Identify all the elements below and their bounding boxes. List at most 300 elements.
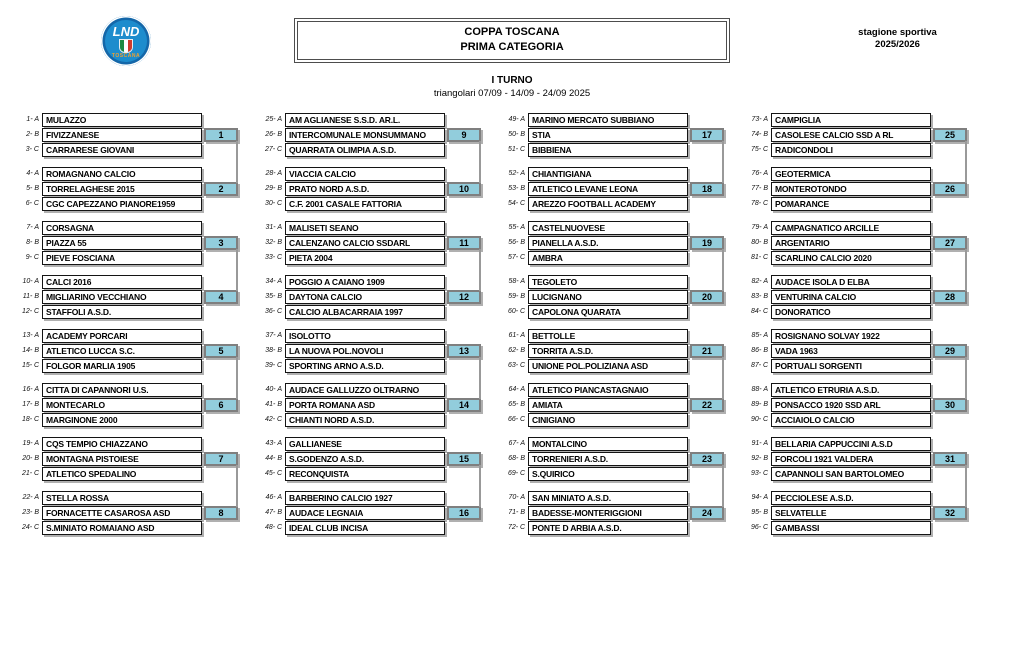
team-row <box>265 521 481 535</box>
team-name-box: C.F. 2001 CASALE FATTORIA <box>285 197 445 211</box>
team-position-label: 42- C <box>265 416 283 423</box>
team-name-box: GAMBASSI <box>771 521 931 535</box>
team-row <box>265 167 481 181</box>
group-pair <box>751 113 967 211</box>
group-21 <box>508 329 724 373</box>
team-row <box>265 344 481 358</box>
team-row <box>751 197 967 211</box>
team-row <box>22 329 238 343</box>
team-row <box>22 275 238 289</box>
team-name-box: STIA <box>528 128 688 142</box>
team-position-label: 79- A <box>751 224 768 231</box>
team-name-box: INTERCOMUNALE MONSUMMANO <box>285 128 445 142</box>
team-name-box: AMIATA <box>528 398 688 412</box>
team-position-label: 1- A <box>26 116 39 123</box>
group-27 <box>751 221 967 265</box>
team-name-box: LUCIGNANO <box>528 290 688 304</box>
group-4 <box>22 275 238 319</box>
season-block <box>840 27 955 51</box>
team-position-label: 48- C <box>265 524 283 531</box>
group-31 <box>751 437 967 481</box>
team-position-label: 69- C <box>508 470 526 477</box>
team-row <box>751 521 967 535</box>
italian-flag-shield-icon <box>119 39 133 53</box>
pair-connector-line <box>965 465 967 507</box>
group-pair <box>508 437 724 535</box>
team-position-label: 28- A <box>265 170 282 177</box>
team-name-box: PIAZZA 55 <box>42 236 202 250</box>
group-number-box: 5 <box>204 344 238 358</box>
team-row <box>265 275 481 289</box>
team-position-label: 45- C <box>265 470 283 477</box>
team-position-label: 18- C <box>22 416 40 423</box>
team-position-label: 82- A <box>751 278 768 285</box>
team-position-label: 67- A <box>508 440 525 447</box>
team-row <box>751 128 967 142</box>
competition-category: PRIMA CATEGORIA <box>460 41 564 53</box>
competition-title-inner <box>297 21 727 60</box>
team-row <box>265 128 481 142</box>
group-pair <box>508 329 724 427</box>
team-row <box>508 452 724 466</box>
team-position-label: 74- B <box>751 131 768 138</box>
team-name-box: LA NUOVA POL.NOVOLI <box>285 344 445 358</box>
team-row <box>265 143 481 157</box>
team-position-label: 3- C <box>25 146 39 153</box>
group-18 <box>508 167 724 211</box>
pair-connector-line <box>722 249 724 291</box>
team-name-box: ARGENTARIO <box>771 236 931 250</box>
team-row <box>751 383 967 397</box>
team-position-label: 87- C <box>751 362 769 369</box>
group-13 <box>265 329 481 373</box>
group-number-box: 16 <box>447 506 481 520</box>
group-11 <box>265 221 481 265</box>
team-row <box>508 329 724 343</box>
team-position-label: 75- C <box>751 146 769 153</box>
group-14 <box>265 383 481 427</box>
team-row <box>751 359 967 373</box>
team-name-box: MIGLIARINO VECCHIANO <box>42 290 202 304</box>
team-row <box>751 329 967 343</box>
team-row <box>508 383 724 397</box>
team-position-label: 23- B <box>22 509 39 516</box>
team-row <box>265 491 481 505</box>
team-name-box: PECCIOLESE A.S.D. <box>771 491 931 505</box>
group-number-box: 14 <box>447 398 481 412</box>
team-position-label: 9- C <box>25 254 39 261</box>
group-number-box: 27 <box>933 236 967 250</box>
team-name-box: PORTUALI SORGENTI <box>771 359 931 373</box>
team-name-box: FOLGOR MARLIA 1905 <box>42 359 202 373</box>
team-position-label: 66- C <box>508 416 526 423</box>
competition-title-box <box>294 18 730 63</box>
team-row <box>265 359 481 373</box>
team-position-label: 7- A <box>26 224 39 231</box>
team-name-box: QUARRATA OLIMPIA A.S.D. <box>285 143 445 157</box>
team-name-box: CARRARESE GIOVANI <box>42 143 202 157</box>
group-pair <box>22 221 238 319</box>
team-row <box>22 491 238 505</box>
team-name-box: GEOTERMICA <box>771 167 931 181</box>
team-name-box: ATLETICO ETRURIA A.S.D. <box>771 383 931 397</box>
season-value: 2025/2026 <box>875 39 920 50</box>
group-number-box: 19 <box>690 236 724 250</box>
team-name-box: S.GODENZO A.S.D. <box>285 452 445 466</box>
team-position-label: 32- B <box>265 239 282 246</box>
team-name-box: AUDACE LEGNAIA <box>285 506 445 520</box>
team-row <box>508 221 724 235</box>
group-number-box: 10 <box>447 182 481 196</box>
team-row <box>508 521 724 535</box>
pair-connector-line <box>965 141 967 183</box>
group-30 <box>751 383 967 427</box>
team-name-box: CAMPIGLIA <box>771 113 931 127</box>
lnd-logo-acronym: LND <box>112 24 140 39</box>
team-row <box>265 236 481 250</box>
team-row <box>22 506 238 520</box>
team-position-label: 53- B <box>508 185 525 192</box>
team-name-box: MARGINONE 2000 <box>42 413 202 427</box>
team-name-box: ATLETICO PIANCASTAGNAIO <box>528 383 688 397</box>
group-number-box: 26 <box>933 182 967 196</box>
team-name-box: TORRENIERI A.S.D. <box>528 452 688 466</box>
team-row <box>751 437 967 451</box>
team-position-label: 51- C <box>508 146 526 153</box>
team-name-box: CAMPAGNATICO ARCILLE <box>771 221 931 235</box>
group-pair <box>265 437 481 535</box>
team-row <box>22 452 238 466</box>
group-number-box: 3 <box>204 236 238 250</box>
team-position-label: 8- B <box>26 239 39 246</box>
team-row <box>265 182 481 196</box>
team-row <box>22 167 238 181</box>
team-row <box>22 437 238 451</box>
team-position-label: 21- C <box>22 470 40 477</box>
team-row <box>508 344 724 358</box>
group-number-box: 12 <box>447 290 481 304</box>
team-position-label: 11- B <box>22 293 39 300</box>
team-row <box>508 197 724 211</box>
team-row <box>508 398 724 412</box>
group-24 <box>508 491 724 535</box>
team-row <box>22 359 238 373</box>
pair-connector-line <box>722 141 724 183</box>
team-position-label: 50- B <box>508 131 525 138</box>
team-position-label: 80- B <box>751 239 768 246</box>
group-32 <box>751 491 967 535</box>
group-number-box: 6 <box>204 398 238 412</box>
team-row <box>508 167 724 181</box>
group-pair <box>508 221 724 319</box>
team-position-label: 77- B <box>751 185 768 192</box>
round-subtitle: triangolari 07/09 - 14/09 - 24/09 2025 <box>433 88 591 99</box>
team-name-box: CALENZANO CALCIO SSDARL <box>285 236 445 250</box>
team-row <box>265 452 481 466</box>
team-name-box: ISOLOTTO <box>285 329 445 343</box>
team-position-label: 89- B <box>751 401 768 408</box>
team-row <box>751 290 967 304</box>
group-17 <box>508 113 724 157</box>
team-position-label: 5- B <box>26 185 39 192</box>
team-position-label: 31- A <box>265 224 282 231</box>
team-name-box: AMBRA <box>528 251 688 265</box>
competition-name: COPPA TOSCANA <box>464 26 560 38</box>
team-position-label: 70- A <box>508 494 525 501</box>
team-name-box: ATLETICO SPEDALINO <box>42 467 202 481</box>
team-row <box>22 128 238 142</box>
team-position-label: 58- A <box>508 278 525 285</box>
team-position-label: 52- A <box>508 170 525 177</box>
team-row <box>508 359 724 373</box>
team-position-label: 14- B <box>22 347 39 354</box>
team-row <box>22 182 238 196</box>
team-row <box>265 413 481 427</box>
team-name-box: BETTOLLE <box>528 329 688 343</box>
team-position-label: 2- B <box>26 131 39 138</box>
group-pair <box>22 437 238 535</box>
team-name-box: GALLIANESE <box>285 437 445 451</box>
group-16 <box>265 491 481 535</box>
team-position-label: 57- C <box>508 254 526 261</box>
team-position-label: 10- A <box>22 278 39 285</box>
team-row <box>22 521 238 535</box>
team-position-label: 27- C <box>265 146 283 153</box>
team-name-box: CORSAGNA <box>42 221 202 235</box>
team-position-label: 16- A <box>22 386 39 393</box>
team-name-box: ACCIAIOLO CALCIO <box>771 413 931 427</box>
team-position-label: 39- C <box>265 362 283 369</box>
team-row <box>22 290 238 304</box>
team-position-label: 54- C <box>508 200 526 207</box>
team-name-box: FORNACETTE CASAROSA ASD <box>42 506 202 520</box>
team-row <box>508 113 724 127</box>
team-name-box: S.MINIATO ROMAIANO ASD <box>42 521 202 535</box>
team-name-box: MONTAGNA PISTOIESE <box>42 452 202 466</box>
group-pair <box>508 113 724 211</box>
team-position-label: 15- C <box>22 362 40 369</box>
team-position-label: 46- A <box>265 494 282 501</box>
team-name-box: TEGOLETO <box>528 275 688 289</box>
team-name-box: CGC CAPEZZANO PIANORE1959 <box>42 197 202 211</box>
team-position-label: 30- C <box>265 200 283 207</box>
team-position-label: 73- A <box>751 116 768 123</box>
group-12 <box>265 275 481 319</box>
team-name-box: ATLETICO LUCCA S.C. <box>42 344 202 358</box>
pair-connector-line <box>722 465 724 507</box>
team-position-label: 63- C <box>508 362 526 369</box>
team-name-box: PIETA 2004 <box>285 251 445 265</box>
team-position-label: 71- B <box>508 509 525 516</box>
team-row <box>751 236 967 250</box>
team-name-box: RADICONDOLI <box>771 143 931 157</box>
group-number-box: 11 <box>447 236 481 250</box>
team-row <box>508 290 724 304</box>
team-position-label: 36- C <box>265 308 283 315</box>
team-position-label: 81- C <box>751 254 769 261</box>
team-position-label: 86- B <box>751 347 768 354</box>
team-row <box>265 197 481 211</box>
group-7 <box>22 437 238 481</box>
group-23 <box>508 437 724 481</box>
team-name-box: POGGIO A CAIANO 1909 <box>285 275 445 289</box>
team-name-box: MALISETI SEANO <box>285 221 445 235</box>
team-name-box: VADA 1963 <box>771 344 931 358</box>
pair-connector-line <box>479 465 481 507</box>
team-row <box>265 437 481 451</box>
team-name-box: SAN MINIATO A.S.D. <box>528 491 688 505</box>
team-row <box>265 329 481 343</box>
pair-connector-line <box>479 141 481 183</box>
group-number-box: 1 <box>204 128 238 142</box>
team-name-box: TORRITA A.S.D. <box>528 344 688 358</box>
team-position-label: 78- C <box>751 200 769 207</box>
team-position-label: 38- B <box>265 347 282 354</box>
team-position-label: 26- B <box>265 131 282 138</box>
group-20 <box>508 275 724 319</box>
team-name-box: CHIANTI NORD A.S.D. <box>285 413 445 427</box>
team-row <box>265 305 481 319</box>
lnd-logo-region: TOSCANA <box>111 53 141 59</box>
team-position-label: 19- A <box>22 440 39 447</box>
team-position-label: 93- C <box>751 470 769 477</box>
team-position-label: 92- B <box>751 455 768 462</box>
team-row <box>508 437 724 451</box>
group-pair <box>265 329 481 427</box>
team-row <box>508 413 724 427</box>
group-25 <box>751 113 967 157</box>
group-number-box: 23 <box>690 452 724 466</box>
pair-connector-line <box>479 357 481 399</box>
team-name-box: AUDACE ISOLA D ELBA <box>771 275 931 289</box>
group-number-box: 22 <box>690 398 724 412</box>
team-name-box: ROSIGNANO SOLVAY 1922 <box>771 329 931 343</box>
pair-connector-line <box>236 141 238 183</box>
team-position-label: 29- B <box>265 185 282 192</box>
team-name-box: PRATO NORD A.S.D. <box>285 182 445 196</box>
team-name-box: MONTECARLO <box>42 398 202 412</box>
team-name-box: ACADEMY PORCARI <box>42 329 202 343</box>
team-row <box>751 182 967 196</box>
group-number-box: 15 <box>447 452 481 466</box>
lnd-logo <box>101 16 151 66</box>
group-number-box: 30 <box>933 398 967 412</box>
bracket-column-1 <box>22 113 238 535</box>
team-position-label: 90- C <box>751 416 769 423</box>
team-position-label: 37- A <box>265 332 282 339</box>
team-name-box: SCARLINO CALCIO 2020 <box>771 251 931 265</box>
team-row <box>508 236 724 250</box>
team-name-box: BIBBIENA <box>528 143 688 157</box>
team-name-box: TORRELAGHESE 2015 <box>42 182 202 196</box>
team-row <box>265 251 481 265</box>
team-name-box: BELLARIA CAPPUCCINI A.S.D <box>771 437 931 451</box>
team-row <box>508 491 724 505</box>
team-row <box>751 251 967 265</box>
team-row <box>265 383 481 397</box>
bracket-column-4 <box>751 113 967 535</box>
team-name-box: VIACCIA CALCIO <box>285 167 445 181</box>
team-row <box>265 113 481 127</box>
team-name-box: IDEAL CLUB INCISA <box>285 521 445 535</box>
team-row <box>508 128 724 142</box>
group-pair <box>751 437 967 535</box>
group-number-box: 8 <box>204 506 238 520</box>
group-number-box: 24 <box>690 506 724 520</box>
team-name-box: PONTE D ARBIA A.S.D. <box>528 521 688 535</box>
team-row <box>751 167 967 181</box>
team-row <box>751 452 967 466</box>
team-name-box: PORTA ROMANA ASD <box>285 398 445 412</box>
group-15 <box>265 437 481 481</box>
team-position-label: 6- C <box>25 200 39 207</box>
team-name-box: AUDACE GALLUZZO OLTRARNO <box>285 383 445 397</box>
team-row <box>265 221 481 235</box>
team-position-label: 40- A <box>265 386 282 393</box>
group-number-box: 32 <box>933 506 967 520</box>
team-row <box>265 398 481 412</box>
team-row <box>751 398 967 412</box>
team-name-box: CINIGIANO <box>528 413 688 427</box>
pair-connector-line <box>965 357 967 399</box>
team-row <box>508 506 724 520</box>
team-name-box: MONTALCINO <box>528 437 688 451</box>
pair-connector-line <box>479 249 481 291</box>
team-row <box>751 413 967 427</box>
team-name-box: CQS TEMPIO CHIAZZANO <box>42 437 202 451</box>
group-number-box: 20 <box>690 290 724 304</box>
team-position-label: 25- A <box>265 116 282 123</box>
team-row <box>265 290 481 304</box>
pair-connector-line <box>722 357 724 399</box>
team-name-box: POMARANCE <box>771 197 931 211</box>
team-row <box>751 275 967 289</box>
team-row <box>751 467 967 481</box>
team-name-box: UNIONE POL.POLIZIANA ASD <box>528 359 688 373</box>
group-9 <box>265 113 481 157</box>
team-name-box: VENTURINA CALCIO <box>771 290 931 304</box>
team-name-box: CITTA DI CAPANNORI U.S. <box>42 383 202 397</box>
team-name-box: PONSACCO 1920 SSD ARL <box>771 398 931 412</box>
group-number-box: 4 <box>204 290 238 304</box>
team-row <box>508 275 724 289</box>
group-10 <box>265 167 481 211</box>
group-number-box: 7 <box>204 452 238 466</box>
bracket-column-3 <box>508 113 724 535</box>
team-row <box>751 491 967 505</box>
team-position-label: 17- B <box>22 401 39 408</box>
team-row <box>265 467 481 481</box>
group-pair <box>751 329 967 427</box>
team-name-box: DAYTONA CALCIO <box>285 290 445 304</box>
team-row <box>22 398 238 412</box>
team-position-label: 41- B <box>265 401 282 408</box>
team-row <box>508 467 724 481</box>
team-row <box>508 182 724 196</box>
team-position-label: 68- B <box>508 455 525 462</box>
team-row <box>22 467 238 481</box>
team-position-label: 76- A <box>751 170 768 177</box>
group-5 <box>22 329 238 373</box>
round-title: I TURNO <box>491 75 533 86</box>
team-name-box: STELLA ROSSA <box>42 491 202 505</box>
group-22 <box>508 383 724 427</box>
team-row <box>508 305 724 319</box>
team-name-box: MONTEROTONDO <box>771 182 931 196</box>
team-position-label: 43- A <box>265 440 282 447</box>
group-number-box: 28 <box>933 290 967 304</box>
team-name-box: CALCIO ALBACARRAIA 1997 <box>285 305 445 319</box>
